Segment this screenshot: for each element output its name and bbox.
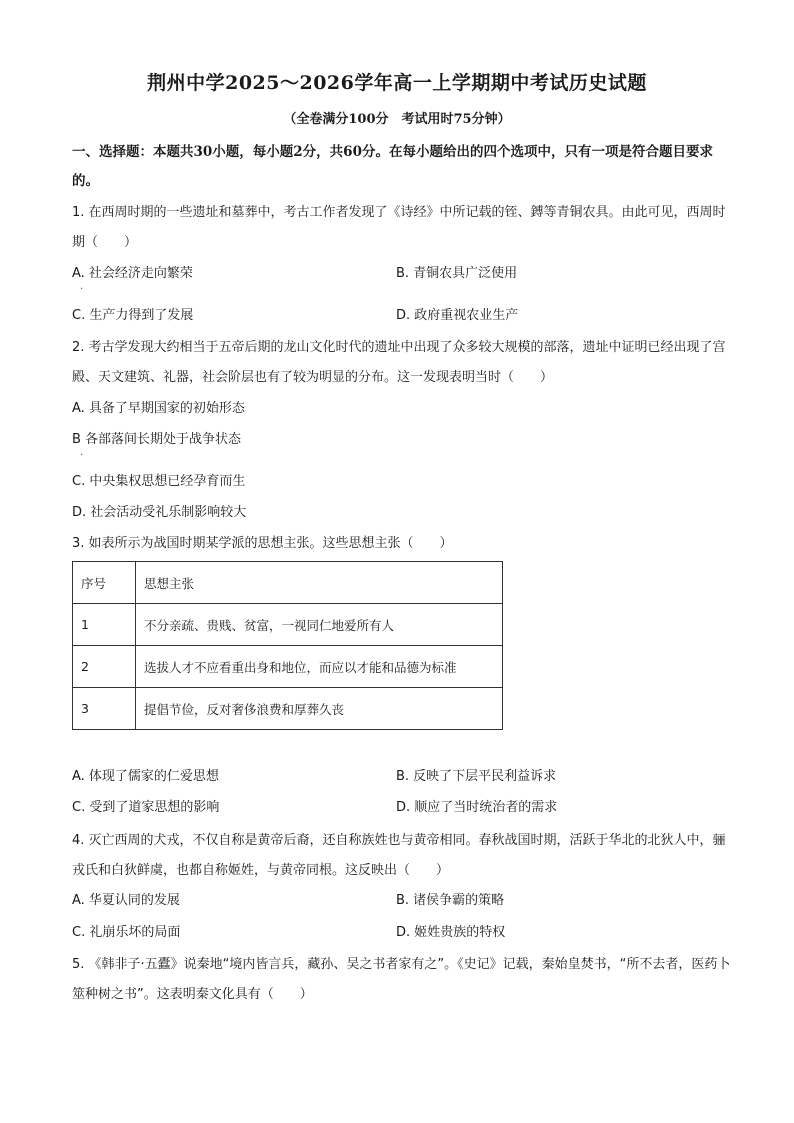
q1-mark-dot: · (80, 284, 84, 295)
q2-option-c: C. 中央集权思想已经孕育而生 (72, 474, 246, 489)
q1-option-c: C. 生产力得到了发展 (72, 308, 194, 323)
q2-option-b: B 各部落间长期处于战争状态 (72, 432, 242, 447)
question-5-stem: 5. 《韩非子·五蠹》说秦地“境内皆言兵，藏孙、吴之书者家有之”。《史记》记载，秦始皇焚书，“所不去者，医药卜筮种树之书”。这表明秦文化具有（ ） (72, 957, 731, 1002)
table-cell: 选拔人才不应看重出身和地位，而应以才能和品德为标准 (136, 646, 503, 688)
table-cell: 提倡节俭，反对奢侈浪费和厚葬久丧 (136, 688, 503, 730)
table-header-cell: 思想主张 (136, 562, 503, 604)
q4-option-b: B. 诸侯争霸的策略 (396, 893, 505, 908)
question-3-stem: 3. 如表所示为战国时期某学派的思想主张。这些思想主张（ ） (72, 536, 453, 551)
table-cell: 不分亲疏、贵贱、贫富，一视同仁地爱所有人 (136, 604, 503, 646)
q3-option-d: D. 顺应了当时统治者的需求 (396, 800, 558, 815)
question-4-stem: 4. 灭亡西周的犬戎，不仅自称是黄帝后裔，还自称族姓也与黄帝相同。春秋战国时期，活跃于华北的北狄人中，骊戎氏和白狄鲜虞，也都自称姬姓，与黄帝同根。这反映出（ ） (72, 833, 726, 878)
table-row (73, 688, 503, 730)
question-1-stem: 1. 在西周时期的一些遗址和墓葬中，考古工作者发现了《诗经》中所记载的铚、鎛等青铜农具。由此可见，西周时期（ ） (72, 205, 726, 250)
table-header-row (73, 562, 503, 604)
table-row (73, 604, 503, 646)
exam-title: 荆州中学2025～2026学年高一上学期期中考试历史试题 (147, 72, 647, 94)
thought-table (72, 561, 503, 730)
table-cell: 2 (73, 646, 136, 688)
q1-option-a: A. 社会经济走向繁荣 (72, 266, 193, 281)
question-2-stem: 2. 考古学发现大约相当于五帝后期的龙山文化时代的遗址中出现了众多较大规模的部落，遗址中证明已经出现了宫殿、天文建筑、礼器，社会阶层也有了较为明显的分布。这一发现表明当时（ ） (72, 340, 726, 385)
q4-option-c: C. 礼崩乐坏的局面 (72, 925, 181, 940)
table-row (73, 646, 503, 688)
q1-option-d: D. 政府重视农业生产 (396, 308, 519, 323)
q4-option-a: A. 华夏认同的发展 (72, 893, 180, 908)
q3-option-b: B. 反映了下层平民利益诉求 (396, 769, 557, 784)
q4-option-d: D. 姬姓贵族的特权 (396, 925, 506, 940)
q2-option-a: A. 具备了早期国家的初始形态 (72, 401, 245, 416)
table-header-cell: 序号 (73, 562, 136, 604)
q3-option-a: A. 体现了儒家的仁爱思想 (72, 769, 219, 784)
q2-mark-dot: · (80, 450, 84, 461)
q1-option-b: B. 青铜农具广泛使用 (396, 266, 518, 281)
q2-option-d: D. 社会活动受礼乐制影响较大 (72, 505, 247, 520)
q3-option-c: C. 受到了道家思想的影响 (72, 800, 220, 815)
section-instructions: 一、选择题：本题共30小题，每小题2分，共60分。在每小题给出的四个选项中，只有一项是符合题目要求的。 (72, 144, 713, 189)
table-cell: 1 (73, 604, 136, 646)
table-cell: 3 (73, 688, 136, 730)
exam-subtitle: （全卷满分100分 考试用时75分钟） (283, 112, 511, 127)
